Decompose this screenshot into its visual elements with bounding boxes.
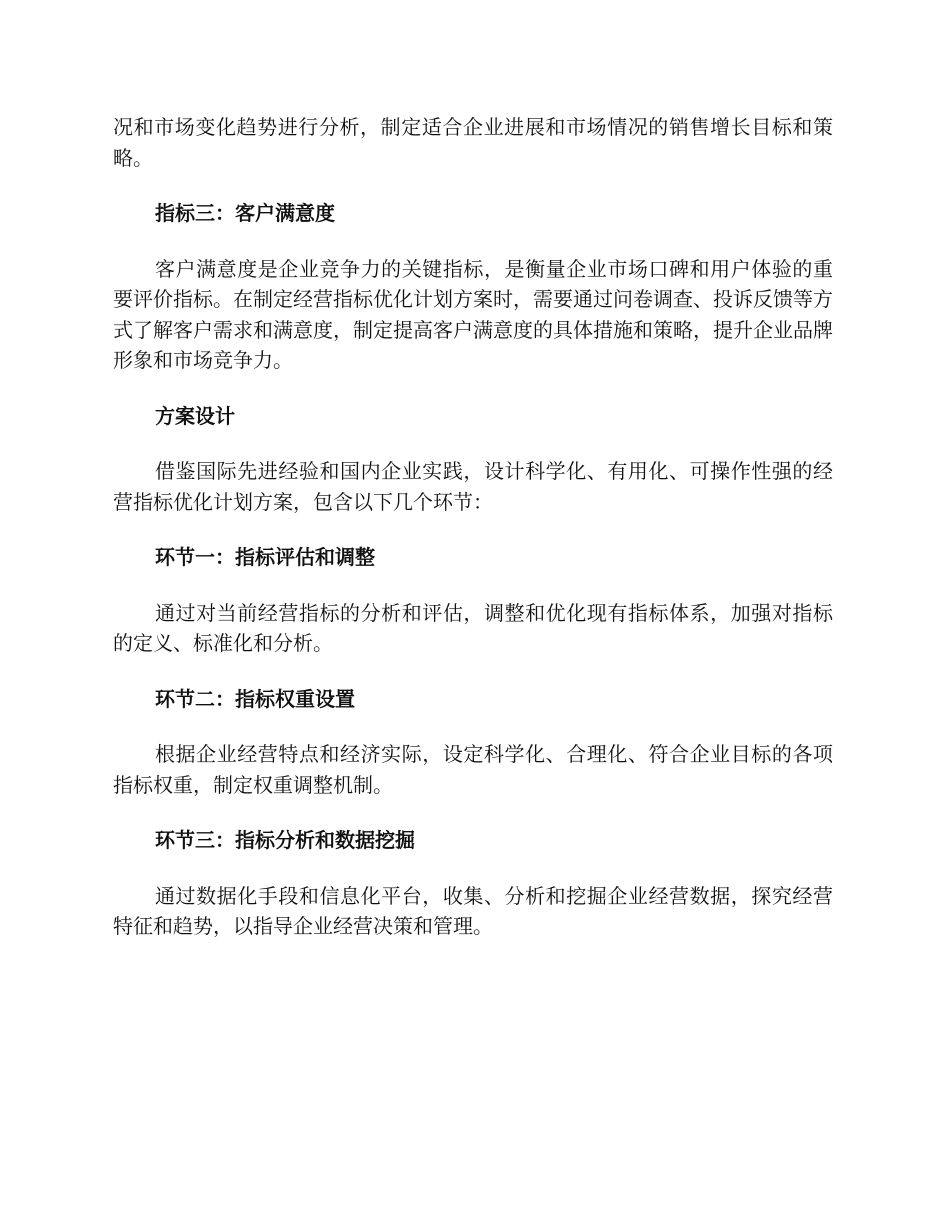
paragraph-step-two: 根据企业经营特点和经济实际，设定科学化、合理化、符合企业目标的各项指标权重，制定权重调整机制。 [113,742,833,797]
paragraph-sales-growth-end: 况和市场变化趋势进行分析，制定适合企业进展和市场情况的销售增长目标和策略。 [113,115,833,170]
heading-plan-design: 方案设计 [155,403,235,428]
heading-step-two: 环节二：指标权重设置 [155,686,355,711]
heading-step-three: 环节三：指标分析和数据挖掘 [155,828,415,852]
paragraph-customer-satisfaction: 客户满意度是企业竞争力的关键指标，是衡量企业市场口碑和用户体验的重要评价指标。在制定经营指标优化计划方案时，需要通过问卷调查、投诉反馈等方式了解客户需求和满意度，制定提高客户满意度的具体措施和策略，提升企业品牌形象和市场竞争力。 [113,256,833,372]
paragraph-step-three: 通过数据化手段和信息化平台，收集、分析和挖掘企业经营数据，探究经营特征和趋势，以指导企业经营决策和管理。 [113,883,833,938]
document-page [113,112,833,967]
heading-indicator-three: 指标三：客户满意度 [155,201,335,225]
paragraph-plan-design: 借鉴国际先进经验和国内企业实践，设计科学化、有用化、可操作性强的经营指标优化计划方案，包含以下几个环节： [113,459,833,514]
heading-step-one: 环节一：指标评估和调整 [155,545,375,569]
paragraph-step-one: 通过对当前经营指标的分析和评估，调整和优化现有指标体系，加强对指标的定义、标准化和分析。 [113,600,833,655]
